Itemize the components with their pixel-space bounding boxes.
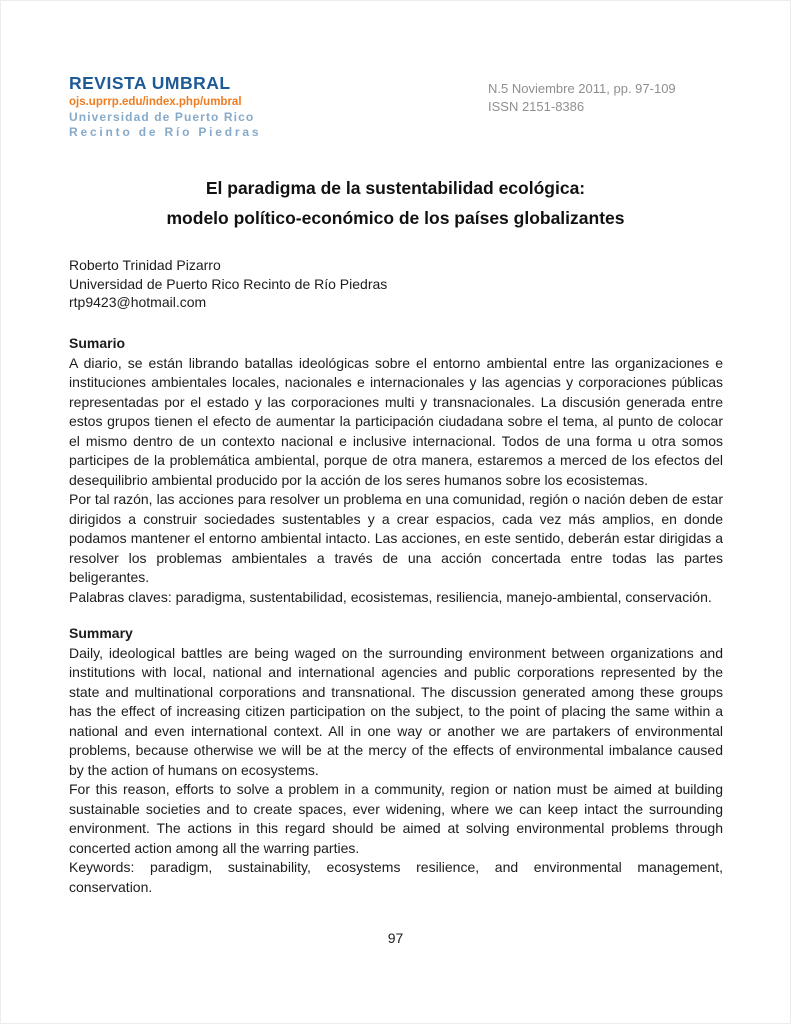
author-block: [69, 256, 387, 312]
article-content: [69, 334, 723, 897]
journal-campus: Recinto de Río Piedras: [69, 125, 262, 139]
article-title-line2: modelo político-económico de los países globalizantes: [166, 208, 625, 228]
sumario-paragraph: A diario, se están librando batallas ideológicas sobre el entorno ambiental entre las organizaciones e instituciones ambientales locales, nacionales e internacionales y las agencias y corporaciones públicas representadas por el estado y las corporaciones multi y transnacionales. La discusión generada entre estos grupos tienen el efecto de aumentar la participación ciudadana sobre el tema, al punto de colocar el mismo dentro de un contexto nacional e inclusive internacional. Todos de una forma u otra somos participes de la problemática ambiental, porque de otra manera, estaremos a merced de los efectos del desequilibrio ambiental producido por la acción de los seres humanos sobre los ecosistemas.: [69, 354, 723, 488]
journal-institution: Universidad de Puerto Rico: [69, 110, 255, 124]
sumario-paragraph: Por tal razón, las acciones para resolver un problema en una comunidad, región o nación deben de estar dirigidos a construir sociedades sustentables y a crear espacios, cada vez más amplios, en donde podamos mantener el entorno ambiental intacto. Las acciones, en este sentido, deberán estar dirigidas a resolver los problemas ambientales a través de una acción concertada entre todas las partes beligerantes.: [69, 491, 723, 585]
page-number: 97: [387, 930, 404, 946]
article-title: [1, 173, 790, 233]
journal-masthead: [69, 75, 261, 138]
author-name: Roberto Trinidad Pizarro: [69, 257, 221, 273]
summary-keywords: Keywords: paradigm, sustainability, ecosystems resilience, and environmental management, conservation.: [69, 859, 723, 895]
issn: ISSN 2151-8386: [488, 99, 585, 114]
sumario-heading: Sumario: [69, 335, 126, 351]
issue-info-block: [488, 80, 676, 116]
summary-paragraph: For this reason, efforts to solve a problem in a community, region or nation must be aimed at building sustainable societies and to create spaces, ever widening, where we can keep intact the surrounding environment. The actions in this regard should be aimed at solving environmental problems through concerted action among all the warring parties.: [69, 781, 723, 856]
journal-name: REVISTA UMBRAL: [69, 73, 231, 93]
article-title-line1: El paradigma de la sustentabilidad ecológica:: [205, 178, 586, 198]
sumario-keywords: Palabras claves: paradigma, sustentabilidad, ecosistemas, resiliencia, manejo-ambiental, conservación.: [69, 588, 712, 605]
summary-heading: Summary: [69, 625, 133, 641]
author-affiliation: Universidad de Puerto Rico Recinto de Río Piedras: [69, 275, 388, 292]
journal-url-link[interactable]: ojs.uprrp.edu/index.php/umbral: [69, 95, 242, 108]
author-email: rtp9423@hotmail.com: [69, 294, 207, 310]
issue-info: N.5 Noviembre 2011, pp. 97-109: [488, 81, 676, 96]
summary-paragraph: Daily, ideological battles are being waged on the surrounding environment between organizations and institutions with local, national and international agencies and public corporations represented by the state and multinational corporations and transnational. The discussion generated among these groups has the effect of increasing citizen participation on the subject, to the point of placing the same within a national and even international context. All in one way or another we are partakers of environmental problems, because otherwise we will be at the mercy of the effects of environmental imbalance caused by the action of humans on ecosystems.: [69, 644, 723, 778]
